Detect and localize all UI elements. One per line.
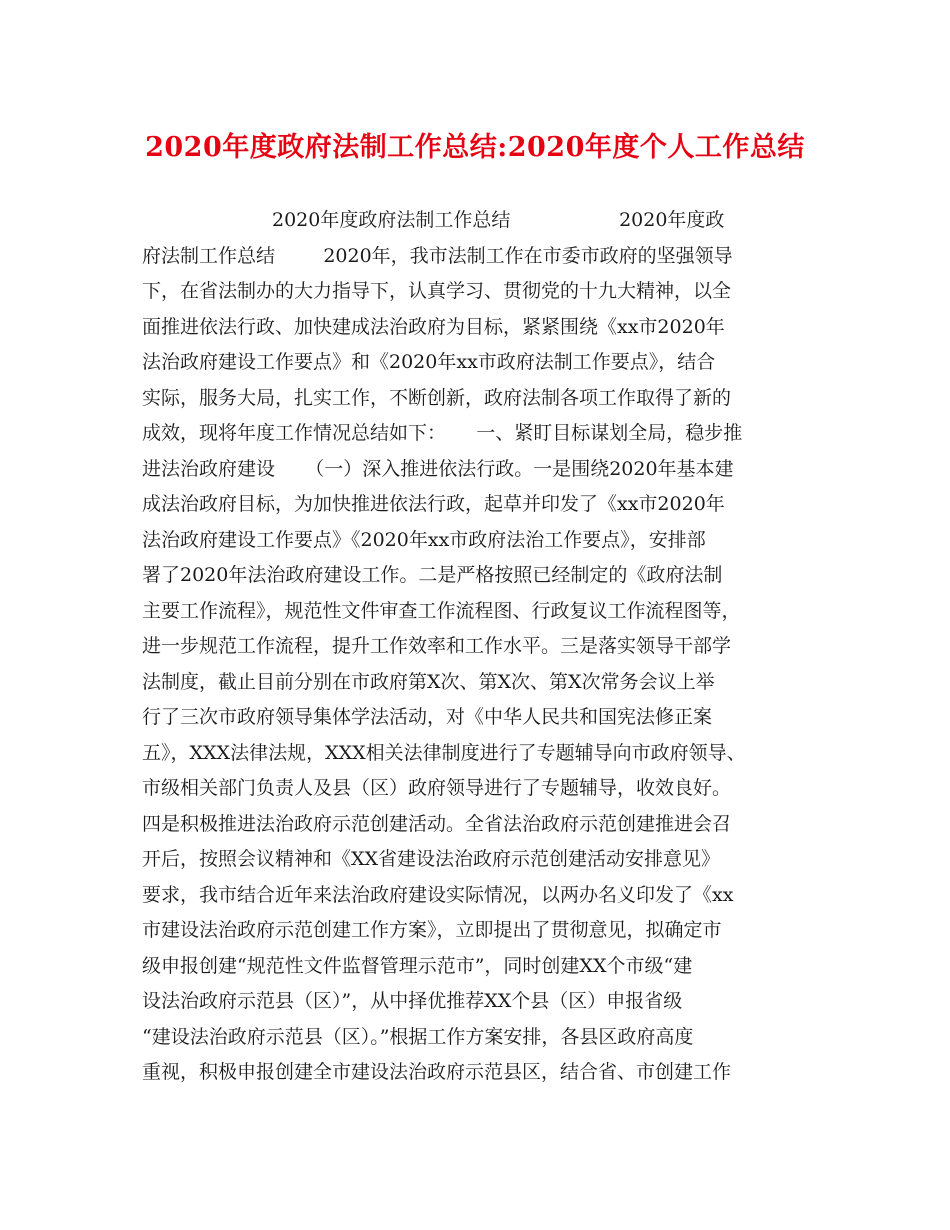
body-line: 实际，服务大局，扎实工作，不断创新，政府法制各项工作取得了新的	[142, 386, 732, 409]
body-line: 法治政府建设工作要点》《2020年xx市政府法治工作要点》，安排部	[142, 528, 706, 551]
body-line: 五》，XXX法律法规，XXX相关法律制度进行了专题辅导向市政府领导、	[142, 741, 746, 764]
body-line: 2020年度政府法制工作总结 2020年度政	[272, 209, 725, 231]
body-line: 面推进依法行政、加快建成法治政府为目标，紧紧围绕《xx市2020年	[142, 315, 725, 338]
body-line: 府法制工作总结 2020年，我市法制工作在市委市政府的坚强领导	[142, 244, 733, 267]
body-line: 市级相关部门负责人及县（区）政府领导进行了专题辅导，收效良好。	[142, 777, 732, 799]
body-line: 要求，我市结合近年来法治政府建设实际情况，以两办名义印发了《xx	[142, 883, 734, 906]
body-line: 行了三次市政府领导集体学法活动，对《中华人民共和国宪法修正案	[142, 706, 713, 728]
body-line: 四是积极推进法治政府示范创建活动。全省法治政府示范创建推进会召	[142, 812, 732, 835]
document-title: 2020年度政府法制工作总结:2020年度个人工作总结	[145, 132, 805, 163]
body-line: 下，在省法制办的大力指导下，认真学习、贯彻党的十九大精神，以全	[142, 280, 732, 302]
body-line: 法制度，截止目前分别在市政府第X次、第X次、第X次常务会议上举	[142, 670, 715, 693]
body-line: 重视，积极申报创建全市建设法治政府示范县区，结合省、市创建工作	[142, 1061, 732, 1083]
body-line: 法治政府建设工作要点》和《2020年xx市政府法制工作要点》，结合	[142, 351, 716, 373]
body-line: 开后，按照会议精神和《XX省建设法治政府示范创建活动安排意见》	[142, 848, 721, 870]
body-line: 进法治政府建设 （一）深入推进依法行政。一是围绕2020年基本建	[142, 457, 734, 480]
body-line: 进一步规范工作流程，提升工作效率和工作水平。三是落实领导干部学	[142, 635, 732, 657]
body-line: “建设法治政府示范县（区）。”根据工作方案安排，各县区政府高度	[142, 1025, 694, 1048]
body-line: 级申报创建“规范性文件监督管理示范市”，同时创建XX个市级“建	[142, 954, 693, 977]
document-body	[142, 203, 822, 1091]
body-line: 成法治政府目标，为加快推进依法行政，起草并印发了《xx市2020年	[142, 493, 725, 515]
body-line: 主要工作流程》，规范性文件审查工作流程图、行政复议工作流程图等，	[142, 599, 741, 622]
body-line: 设法治政府示范县（区）”，从中择优推荐XX个县（区）申报省级	[142, 990, 683, 1012]
body-line: 成效，现将年度工作情况总结如下： 一、紧盯目标谋划全局，稳步推	[142, 422, 743, 444]
body-line: 署了2020年法治政府建设工作。二是严格按照已经制定的《政府法制	[142, 564, 723, 586]
body-line: 市建设法治政府示范创建工作方案》，立即提出了贯彻意见，拟确定市	[142, 919, 722, 941]
